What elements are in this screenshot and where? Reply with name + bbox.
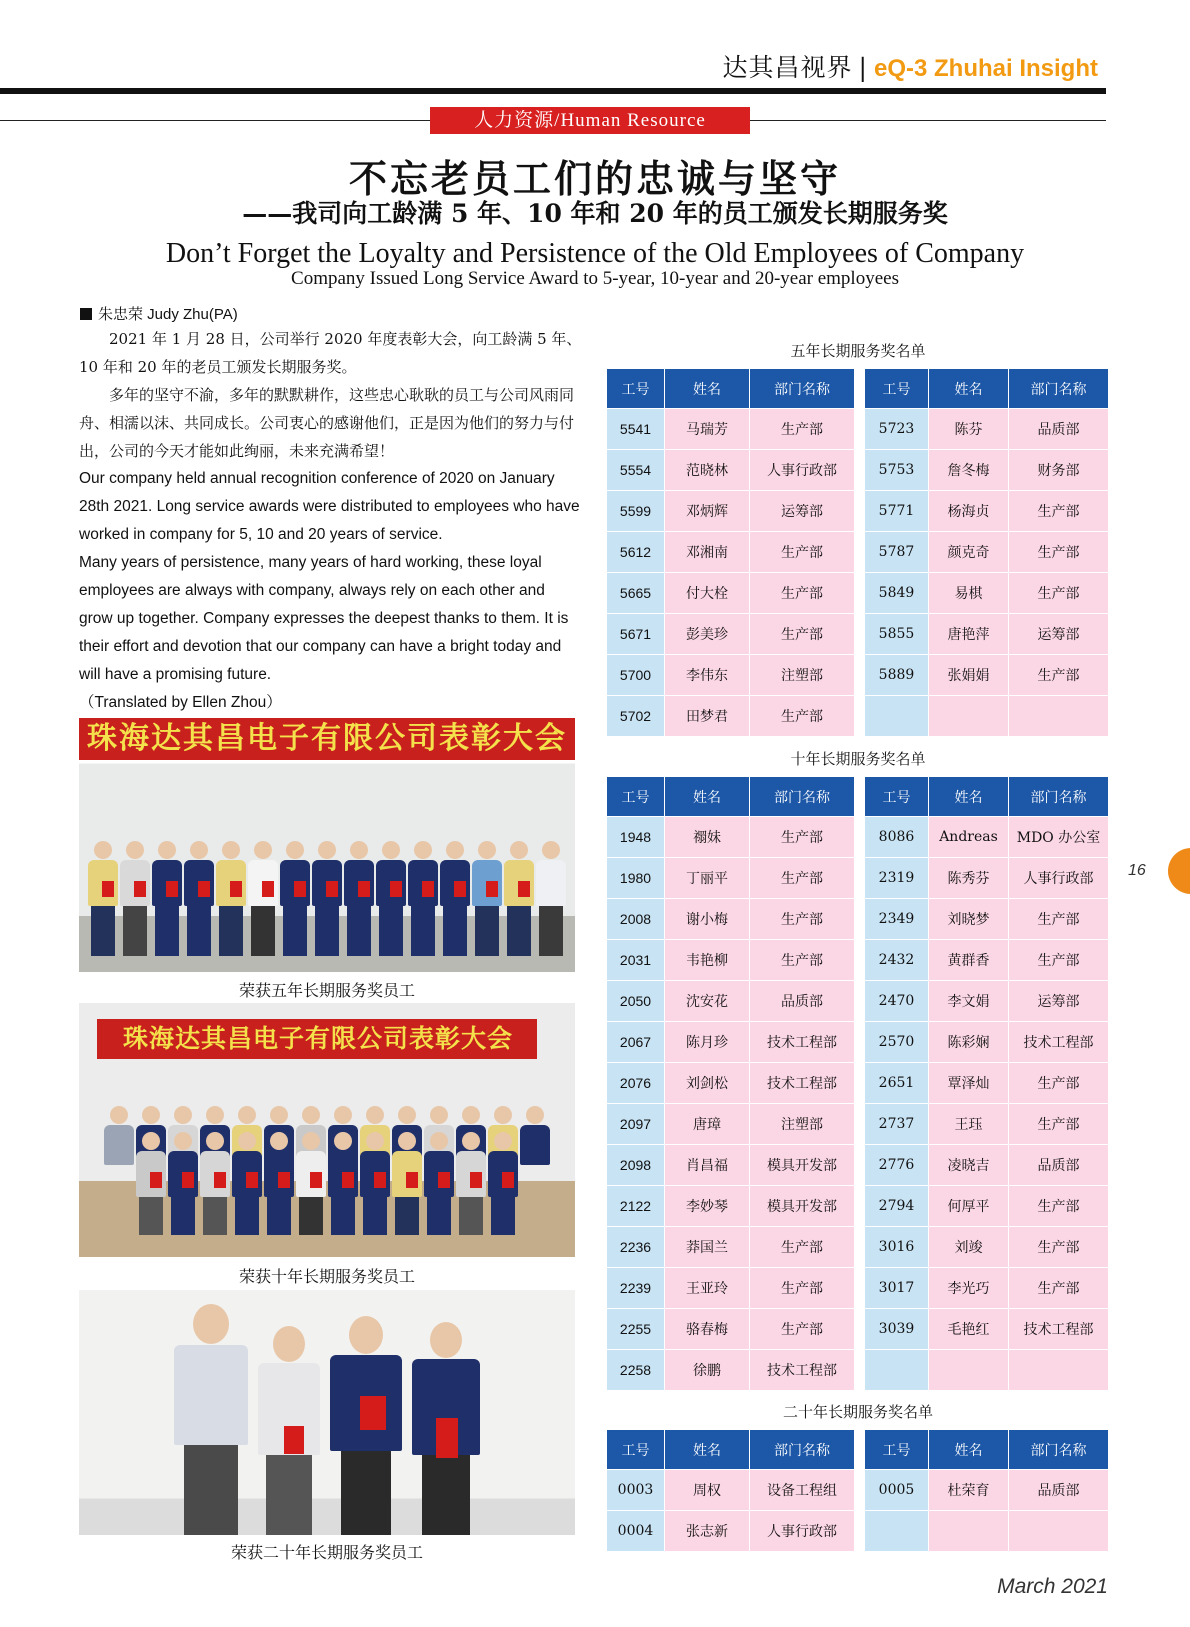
employee-id: 8086 (865, 817, 929, 858)
employee-name: Andreas (929, 817, 1009, 858)
department: 生产部 (750, 817, 855, 858)
table-row (607, 1145, 1109, 1186)
paragraph-cn-2: 多年的坚守不渝，多年的默默耕作，这些忠心耿耿的员工与公司风雨同舟、相濡以沫、共同成长。公司衷心的感谢他们，正是因为他们的努力与付出，公司的今天才能如此绚丽，未来充满希望！ (79, 386, 575, 460)
employee-id: 5700 (607, 655, 665, 696)
column-header: 工号 (607, 777, 665, 817)
department: 生产部 (750, 1268, 855, 1309)
column-header: 姓名 (665, 777, 750, 817)
employee-id: 2098 (607, 1145, 665, 1186)
employee-name: 陈秀芬 (929, 858, 1009, 899)
department (1009, 1350, 1109, 1391)
table-row (607, 696, 1109, 737)
column-gap (855, 409, 865, 450)
department (1009, 1511, 1109, 1552)
paragraph-en-1: Our company held annual recognition conference of 2020 on January 28th 2021. Long service awards were distributed to employees who have worked in company for 5, 10 and 20 years of service. (79, 470, 580, 543)
masthead (723, 48, 1098, 84)
column-gap (855, 1227, 865, 1268)
article-subtitle-cn: ——我司向工龄满 5 年、10 年和 20 年的员工颁发长期服务奖 (242, 199, 948, 228)
employee-id: 3039 (865, 1309, 929, 1350)
employee-name (929, 1511, 1009, 1552)
department: 生产部 (750, 409, 855, 450)
employee-id: 5771 (865, 491, 929, 532)
paragraph-cn-1: 2021 年 1 月 28 日，公司举行 2020 年度表彰大会，向工龄满 5 年、10 年和 20 年的老员工颁发长期服务奖。 (79, 330, 582, 376)
department (1009, 696, 1109, 737)
column-gap (855, 1104, 865, 1145)
table-header-row (607, 1430, 1109, 1470)
table-row (607, 491, 1109, 532)
employee-name: 范晓林 (665, 450, 750, 491)
table-row (607, 1022, 1109, 1063)
article-body (79, 325, 582, 717)
column-gap (855, 696, 865, 737)
column-gap (855, 1350, 865, 1391)
employee-name: 肖昌福 (665, 1145, 750, 1186)
column-gap (855, 1186, 865, 1227)
column-header: 工号 (607, 1430, 665, 1470)
employee-name: 李妙琴 (665, 1186, 750, 1227)
table-row (607, 1309, 1109, 1350)
table-title-five-year: 五年长期服务奖名单 (790, 342, 926, 360)
page-number: 16 (1128, 862, 1146, 879)
column-gap (855, 491, 865, 532)
employee-name: 李文娟 (929, 981, 1009, 1022)
employee-name: 毛艳红 (929, 1309, 1009, 1350)
table-row (607, 409, 1109, 450)
employee-id: 0004 (607, 1511, 665, 1552)
column-gap (855, 858, 865, 899)
department: 技术工程部 (750, 1022, 855, 1063)
photo-caption-five-year: 荣获五年长期服务奖员工 (238, 981, 415, 1000)
employee-id (865, 1350, 929, 1391)
column-gap (855, 450, 865, 491)
column-gap (855, 899, 865, 940)
column-header: 姓名 (929, 1430, 1009, 1470)
employee-name: 禤妹 (665, 817, 750, 858)
department: 生产部 (750, 1227, 855, 1268)
employee-id (865, 696, 929, 737)
employee-id: 2651 (865, 1063, 929, 1104)
employee-id: 5889 (865, 655, 929, 696)
department: 人事行政部 (750, 1511, 855, 1552)
employee-name: 邓湘南 (665, 532, 750, 573)
table-row (607, 899, 1109, 940)
table-header-row (607, 777, 1109, 817)
department: 生产部 (750, 899, 855, 940)
section-tag: 人力资源/Human Resource (430, 107, 750, 134)
employee-id: 2794 (865, 1186, 929, 1227)
translator-credit: （Translated by Ellen Zhou） (79, 694, 282, 711)
column-header: 姓名 (665, 369, 750, 409)
employee-id: 2239 (607, 1268, 665, 1309)
employee-name: 彭美珍 (665, 614, 750, 655)
employee-name: 刘竣 (929, 1227, 1009, 1268)
department: 品质部 (750, 981, 855, 1022)
column-gap (855, 1511, 865, 1552)
employee-name: 唐璋 (665, 1104, 750, 1145)
photo-people (79, 1300, 575, 1535)
department: 注塑部 (750, 655, 855, 696)
header-rule-thick (0, 88, 1106, 94)
department: 生产部 (1009, 940, 1109, 981)
table-row (607, 1268, 1109, 1309)
column-header: 工号 (865, 1430, 929, 1470)
department: 模具开发部 (750, 1186, 855, 1227)
employee-name: 陈彩娴 (929, 1022, 1009, 1063)
employee-name: 颜克奇 (929, 532, 1009, 573)
table-row (607, 940, 1109, 981)
employee-name: 陈芬 (929, 409, 1009, 450)
employee-id: 1980 (607, 858, 665, 899)
employee-name: 杜荣育 (929, 1470, 1009, 1511)
employee-name: 易棋 (929, 573, 1009, 614)
employee-id: 5671 (607, 614, 665, 655)
employee-name: 莽国兰 (665, 1227, 750, 1268)
photo-caption-twenty-year: 荣获二十年长期服务奖员工 (230, 1543, 423, 1562)
employee-id: 3017 (865, 1268, 929, 1309)
department: 生产部 (1009, 573, 1109, 614)
employee-id: 2737 (865, 1104, 929, 1145)
employee-id: 2236 (607, 1227, 665, 1268)
employee-id: 2432 (865, 940, 929, 981)
employee-name: 徐鹏 (665, 1350, 750, 1391)
table-ten-year (607, 777, 1109, 1391)
employee-name (929, 1350, 1009, 1391)
employee-name: 唐艳萍 (929, 614, 1009, 655)
department: 模具开发部 (750, 1145, 855, 1186)
employee-id: 2067 (607, 1022, 665, 1063)
employee-name: 丁丽平 (665, 858, 750, 899)
department: 设备工程组 (750, 1470, 855, 1511)
column-gap (855, 1268, 865, 1309)
column-header: 部门名称 (750, 369, 855, 409)
employee-name: 李伟东 (665, 655, 750, 696)
table-row (607, 614, 1109, 655)
department: 生产部 (750, 696, 855, 737)
employee-id: 2097 (607, 1104, 665, 1145)
employee-name: 凌晓吉 (929, 1145, 1009, 1186)
employee-name: 田梦君 (665, 696, 750, 737)
department: 生产部 (750, 573, 855, 614)
column-header: 部门名称 (750, 777, 855, 817)
department: MDO 办公室 (1009, 817, 1109, 858)
table-row (607, 532, 1109, 573)
department: 品质部 (1009, 1145, 1109, 1186)
employee-name: 沈安花 (665, 981, 750, 1022)
department: 技术工程部 (750, 1063, 855, 1104)
employee-name: 王亚玲 (665, 1268, 750, 1309)
employee-id: 5855 (865, 614, 929, 655)
employee-id: 2031 (607, 940, 665, 981)
column-header: 部门名称 (1009, 777, 1109, 817)
table-row (607, 1350, 1109, 1391)
table-row (607, 817, 1109, 858)
column-gap (855, 1063, 865, 1104)
table-row (607, 655, 1109, 696)
column-gap (855, 1309, 865, 1350)
employee-id: 2076 (607, 1063, 665, 1104)
publication-title-cn: 达其昌视界 (722, 53, 853, 82)
column-gap (855, 817, 865, 858)
department: 运筹部 (750, 491, 855, 532)
employee-id: 2319 (865, 858, 929, 899)
department: 人事行政部 (750, 450, 855, 491)
employee-id: 5554 (607, 450, 665, 491)
employee-name: 韦艳柳 (665, 940, 750, 981)
column-gap (855, 614, 865, 655)
column-header: 部门名称 (1009, 369, 1109, 409)
employee-id: 5541 (607, 409, 665, 450)
page-tab-marker (1168, 848, 1190, 894)
department: 运筹部 (1009, 614, 1109, 655)
employee-name: 陈月珍 (665, 1022, 750, 1063)
photo-banner: 珠海达其昌电子有限公司表彰大会 (79, 718, 575, 760)
column-header: 工号 (865, 369, 929, 409)
employee-id: 2776 (865, 1145, 929, 1186)
publication-title-en: eQ-3 Zhuhai Insight (873, 55, 1098, 82)
column-gap (855, 777, 865, 817)
photo-five-year-group (79, 718, 575, 972)
column-gap (855, 655, 865, 696)
byline-author: 朱忠荣 Judy Zhu(PA) (98, 306, 238, 323)
byline (80, 303, 238, 324)
column-header: 姓名 (929, 777, 1009, 817)
column-header: 姓名 (665, 1430, 750, 1470)
table-row (607, 1511, 1109, 1552)
table-row (607, 573, 1109, 614)
table-row (607, 1227, 1109, 1268)
employee-name: 何厚平 (929, 1186, 1009, 1227)
table-row (607, 1470, 1109, 1511)
employee-id: 5599 (607, 491, 665, 532)
employee-name: 谢小梅 (665, 899, 750, 940)
column-gap (855, 981, 865, 1022)
employee-name: 付大栓 (665, 573, 750, 614)
paragraph-en-2: Many years of persistence, many years of hard working, these loyal employees are always with company, always rely on each other and grow up together. Company expresses the deepest thanks to them. It is their effort and devotion that our company can have a bright today and will have a promising future. (79, 554, 569, 683)
employee-name (929, 696, 1009, 737)
department: 财务部 (1009, 450, 1109, 491)
photo-people-front (79, 1125, 575, 1235)
article-title-en: Don’t Forget the Loyalty and Persistence of the Old Employees of Company (165, 238, 1025, 269)
employee-name: 骆春梅 (665, 1309, 750, 1350)
employee-id: 5702 (607, 696, 665, 737)
department: 技术工程部 (750, 1350, 855, 1391)
column-gap (855, 1145, 865, 1186)
table-row (607, 981, 1109, 1022)
employee-name: 张志新 (665, 1511, 750, 1552)
table-row (607, 1104, 1109, 1145)
department: 品质部 (1009, 409, 1109, 450)
table-header-row (607, 369, 1109, 409)
employee-id: 1948 (607, 817, 665, 858)
department: 生产部 (1009, 1268, 1109, 1309)
employee-name: 王珏 (929, 1104, 1009, 1145)
employee-id: 2258 (607, 1350, 665, 1391)
employee-name: 刘晓梦 (929, 899, 1009, 940)
table-five-year (607, 369, 1109, 737)
employee-id: 2008 (607, 899, 665, 940)
employee-id: 2570 (865, 1022, 929, 1063)
table-title-twenty-year: 二十年长期服务奖名单 (782, 1403, 933, 1421)
department: 生产部 (750, 1309, 855, 1350)
masthead-separator: | (858, 53, 868, 82)
employee-name: 周权 (665, 1470, 750, 1511)
column-gap (855, 1022, 865, 1063)
department: 生产部 (1009, 1104, 1109, 1145)
table-row (607, 1186, 1109, 1227)
photo-twenty-year-group (79, 1290, 575, 1535)
employee-id (865, 1511, 929, 1552)
column-gap (855, 1470, 865, 1511)
employee-name: 张娟娟 (929, 655, 1009, 696)
employee-name: 李光巧 (929, 1268, 1009, 1309)
table-title-ten-year: 十年长期服务奖名单 (790, 750, 926, 768)
department: 生产部 (1009, 1063, 1109, 1104)
employee-id: 0005 (865, 1470, 929, 1511)
department: 品质部 (1009, 1470, 1109, 1511)
department: 技术工程部 (1009, 1022, 1109, 1063)
column-header: 部门名称 (750, 1430, 855, 1470)
issue-date: March 2021 (997, 1575, 1108, 1598)
column-gap (855, 1430, 865, 1470)
department: 运筹部 (1009, 981, 1109, 1022)
employee-name: 杨海贞 (929, 491, 1009, 532)
photo-banner: 珠海达其昌电子有限公司表彰大会 (97, 1019, 537, 1059)
column-header: 部门名称 (1009, 1430, 1109, 1470)
employee-id: 5612 (607, 532, 665, 573)
column-gap (855, 532, 865, 573)
column-header: 工号 (865, 777, 929, 817)
department: 技术工程部 (1009, 1309, 1109, 1350)
department: 生产部 (750, 614, 855, 655)
table-row (607, 1063, 1109, 1104)
department: 生产部 (1009, 655, 1109, 696)
employee-name: 邓炳辉 (665, 491, 750, 532)
employee-name: 黄群香 (929, 940, 1009, 981)
employee-id: 2349 (865, 899, 929, 940)
employee-id: 5849 (865, 573, 929, 614)
department: 生产部 (750, 532, 855, 573)
column-header: 工号 (607, 369, 665, 409)
employee-name: 詹冬梅 (929, 450, 1009, 491)
byline-square-icon (80, 308, 92, 320)
department: 生产部 (1009, 899, 1109, 940)
employee-name: 马瑞芳 (665, 409, 750, 450)
employee-name: 刘剑松 (665, 1063, 750, 1104)
employee-id: 2255 (607, 1309, 665, 1350)
department: 生产部 (1009, 1186, 1109, 1227)
employee-id: 0003 (607, 1470, 665, 1511)
employee-id: 5665 (607, 573, 665, 614)
photo-ten-year-group (79, 1003, 575, 1257)
column-header: 姓名 (929, 369, 1009, 409)
employee-id: 5753 (865, 450, 929, 491)
employee-name: 覃泽灿 (929, 1063, 1009, 1104)
table-row (607, 450, 1109, 491)
column-gap (855, 573, 865, 614)
article-subtitle-en: Company Issued Long Service Award to 5-year, 10-year and 20-year employees (291, 268, 899, 289)
employee-id: 2470 (865, 981, 929, 1022)
column-gap (855, 940, 865, 981)
department: 注塑部 (750, 1104, 855, 1145)
department: 人事行政部 (1009, 858, 1109, 899)
department: 生产部 (1009, 532, 1109, 573)
photo-people (79, 806, 575, 956)
column-gap (855, 369, 865, 409)
employee-id: 2050 (607, 981, 665, 1022)
department: 生产部 (1009, 491, 1109, 532)
photo-caption-ten-year: 荣获十年长期服务奖员工 (238, 1267, 415, 1286)
table-row (607, 858, 1109, 899)
employee-id: 3016 (865, 1227, 929, 1268)
employee-id: 5787 (865, 532, 929, 573)
employee-id: 2122 (607, 1186, 665, 1227)
department: 生产部 (750, 940, 855, 981)
department: 生产部 (1009, 1227, 1109, 1268)
employee-id: 5723 (865, 409, 929, 450)
table-twenty-year (607, 1430, 1109, 1552)
department: 生产部 (750, 858, 855, 899)
article-title-cn: 不忘老员工们的忠诚与坚守 (348, 156, 841, 201)
